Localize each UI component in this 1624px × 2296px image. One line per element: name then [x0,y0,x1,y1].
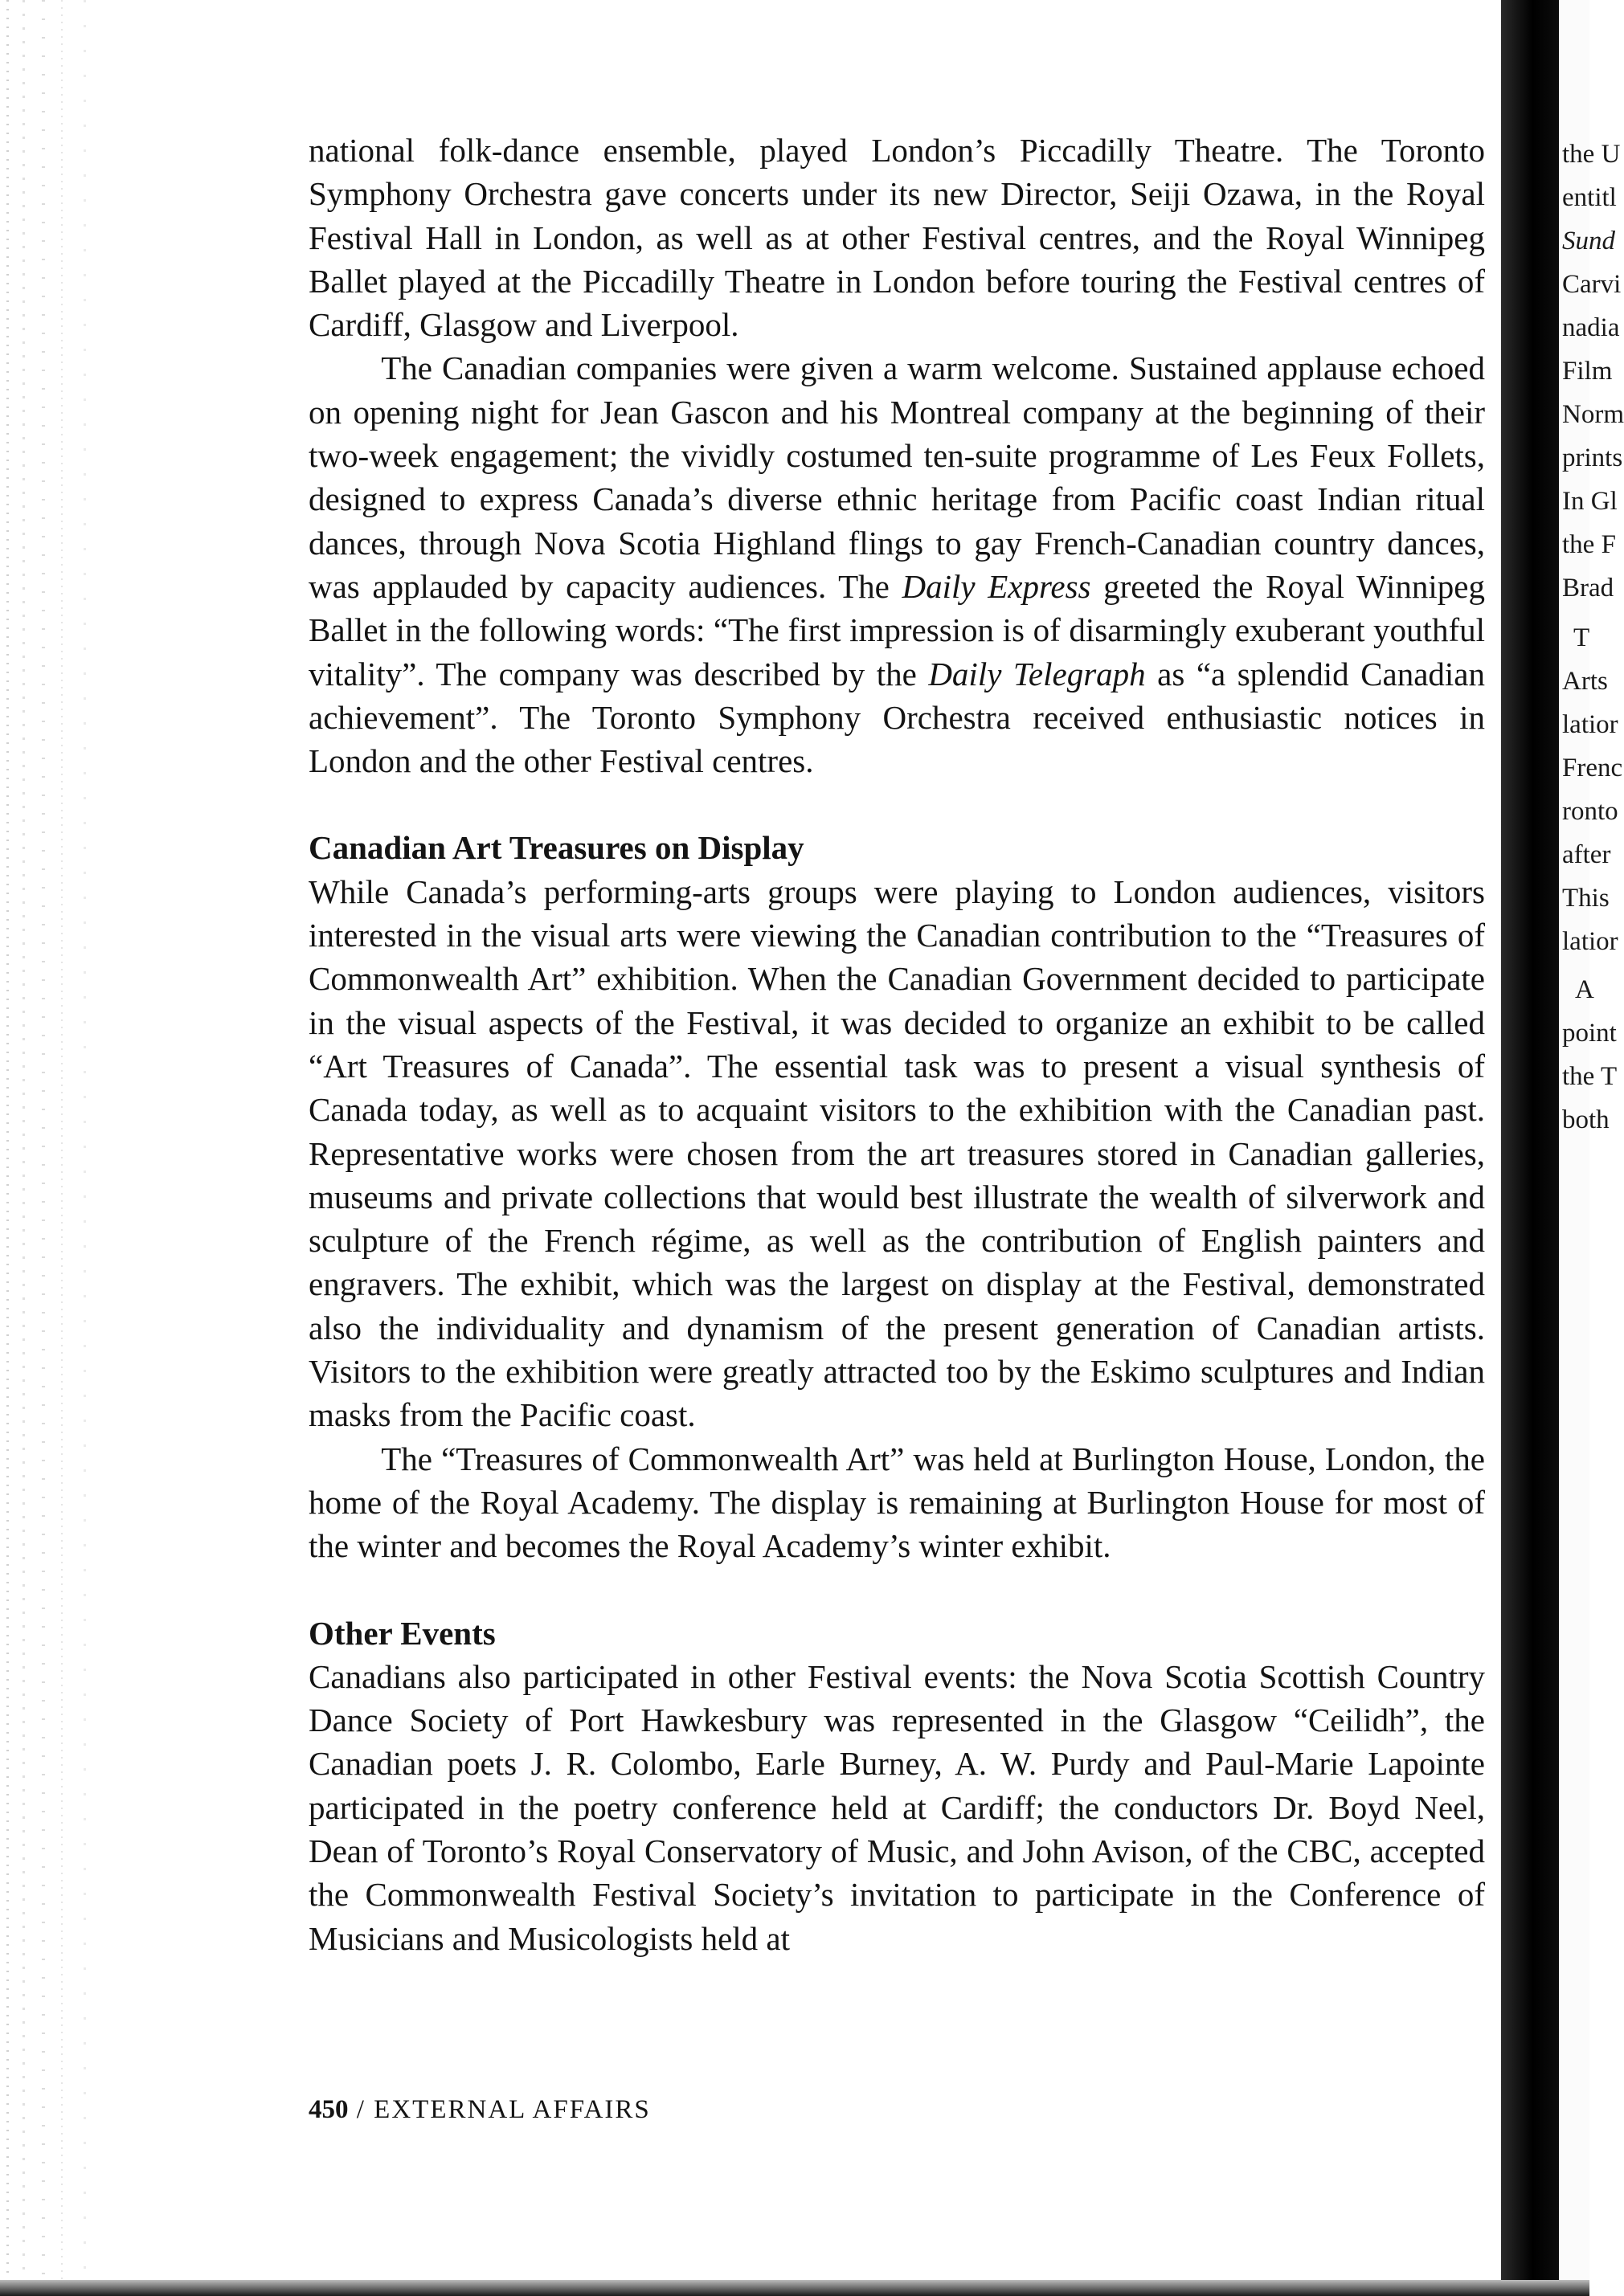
section-gap [309,1568,1485,1612]
heading-art-treasures: Canadian Art Treasures on Display [309,829,804,867]
page-bottom-edge [0,2280,1589,2296]
book-spine-shadow [1501,0,1559,2280]
article-body [309,129,1485,1960]
facing-line: both [1562,1105,1610,1134]
facing-line: In Gl [1562,487,1618,516]
facing-line: Sund [1562,227,1615,255]
section-gap [309,782,1485,826]
facing-line: Arts [1562,667,1608,696]
facing-line: ronto [1562,797,1618,826]
publication-name: EXTERNAL AFFAIRS [374,2095,651,2124]
facing-line: Norm [1562,400,1624,429]
facing-line: latior [1562,927,1618,956]
newspaper-daily-express: Daily Express [902,567,1091,605]
facing-line: the T [1562,1062,1618,1091]
paragraph-intro: national folk-dance ensemble, played London’s Piccadilly Theatre. The Toronto Symphony Orchestra gave concerts under its new Director, Seiji Ozawa, in the Royal Festival Hall in London, as well as at other Festival centres, and the Royal Winnipeg Ballet played at the Piccadilly Theatre in London before touring the Festival centres of Cardiff, Glasgow and Liverpool. [309,132,1485,344]
paragraph-welcome [309,346,1485,782]
welcome-text-3: as “a splendid Canadian achievement”. The Toronto Symphony Orchestra received enthusiastic notices in London and the other Festival centres. [309,655,1485,780]
newspaper-daily-telegraph: Daily Telegraph [928,655,1146,692]
facing-line: prints [1562,443,1623,472]
facing-line: This [1562,884,1610,913]
facing-line: Carvi [1562,270,1622,299]
facing-line: Brad [1562,574,1614,603]
facing-line: Film [1562,357,1613,386]
scan-gutter [0,0,104,2296]
facing-line: point [1562,1019,1617,1048]
page-number: 450 [309,2095,349,2124]
welcome-text-2: greeted the Royal Winnipeg Ballet in the following words: “The first impression is of disarmingly exuberant youthful vitality”. The company was described by the [309,567,1485,692]
facing-line: the U [1562,140,1621,169]
facing-page-sliver [1559,0,1624,2280]
facing-line: T [1573,623,1590,652]
facing-line: after [1562,840,1611,869]
facing-line: A [1575,975,1594,1004]
page-footer [309,2095,651,2125]
footer-separator: / [348,2095,374,2124]
facing-line: latior [1562,710,1618,739]
welcome-text-1: The Canadian companies were given a warm welcome. Sustained applause echoed on opening night for Jean Gascon and his Montreal company at the beginning of their two-week engagement; the vividly costumed ten-suite programme of Les Feux Follets, designed to express Canada’s diverse ethnic heritage from Pacific coast Indian ritual dances, through Nova Scotia Highland flings to gay French-Canadian country dances, was applauded by capacity audiences. The [309,349,1485,605]
facing-line: nadia [1562,313,1620,342]
paragraph-other-1: Canadians also participated in other Festival events: the Nova Scotia Scottish Country Dance Society of Port Hawkesbury was represented in the Glasgow “Ceilidh”, the Canadian poets J. R. Colombo, Earle Burney, A. W. Purdy and Paul-Marie Lapointe participated in the poetry conference held at Cardiff; the conductors Dr. Boyd Neel, Dean of Toronto’s Royal Conservatory of Music, and John Avison, of the CBC, accepted the Commonwealth Festival Society’s invitation to participate in the Conference of Musicians and Musicologists held at [309,1657,1485,1957]
facing-line: the F [1562,530,1616,559]
paragraph-art-1: While Canada’s performing-arts groups were playing to London audiences, visitors interested in the visual arts were viewing the Canadian contribution to the “Treasures of Commonwealth Art” exhibition. When the Canadian Government decided to participate in the visual aspects of the Festival, it was decided to organize an exhibit to be called “Art Treasures of Canada”. The essential task was to present a visual synthesis of Canada today, as well as to acquaint visitors to the exhibition with the Canadian past. Representative works were chosen from the art treasures stored in Canadian galleries, museums and private collections that would best illustrate the wealth of silverwork and sculpture of the French régime, as well as the contribution of English painters and engravers. The exhibit, which was the largest on display at the Festival, demonstrated also the individuality and dynamism of the present generation of Canadian artists. Visitors to the exhibition were greatly attracted too by the Eskimo sculptures and Indian masks from the Pacific coast. [309,872,1485,1434]
heading-other-events: Other Events [309,1614,496,1652]
facing-line: Frenc [1562,754,1623,782]
paragraph-art-2: The “Treasures of Commonwealth Art” was held at Burlington House, London, the home of the Royal Academy. The display is remaining at Burlington House for most of the winter and becomes the Royal Academy’s winter exhibit. [309,1440,1485,1565]
facing-line: entitl [1562,183,1617,212]
